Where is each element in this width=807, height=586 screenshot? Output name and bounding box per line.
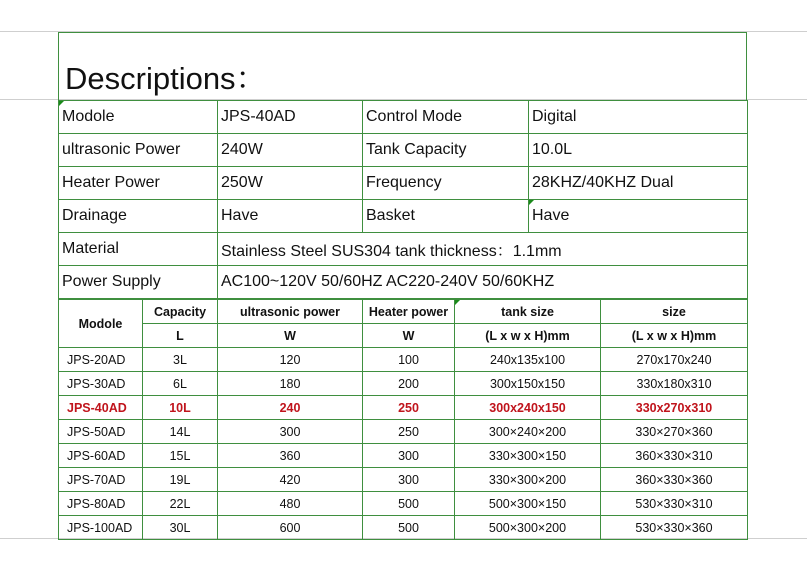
capacity-cell: 3L: [143, 348, 218, 372]
spec-row: [59, 101, 748, 134]
spec-label: Heater Power: [59, 167, 218, 200]
column-header-capacity: Capacity: [143, 300, 218, 324]
spec-value: 250W: [218, 167, 363, 200]
unit-tank-size: (L x w x H)mm: [455, 324, 601, 348]
model-table: [58, 299, 748, 540]
spec-table: [58, 100, 748, 299]
spec-value: 28KHZ/40KHZ Dual: [529, 167, 748, 200]
column-header-tank-size: tank size: [455, 300, 601, 324]
unit-capacity: L: [143, 324, 218, 348]
table-row: [59, 396, 748, 420]
spec-value: 240W: [218, 134, 363, 167]
column-header-size: size: [601, 300, 748, 324]
spec-label: ultrasonic Power: [59, 134, 218, 167]
tank-size-cell: 240x135x100: [455, 348, 601, 372]
size-cell: 330×270×360: [601, 420, 748, 444]
table-row: [59, 372, 748, 396]
heater-power-cell: 250: [363, 396, 455, 420]
heater-power-cell: 500: [363, 516, 455, 540]
size-cell: 330x270x310: [601, 396, 748, 420]
tank-size-cell: 300×240×200: [455, 420, 601, 444]
spec-label: Power Supply: [59, 266, 218, 299]
page-title: Descriptions：: [65, 61, 267, 96]
spec-label: Control Mode: [363, 101, 529, 134]
spec-value: Stainless Steel SUS304 tank thickness：1.1mm: [218, 233, 748, 266]
table-row: [59, 420, 748, 444]
capacity-cell: 15L: [143, 444, 218, 468]
model-cell: JPS-100AD: [59, 516, 143, 540]
unit-ultrasonic: W: [218, 324, 363, 348]
capacity-cell: 6L: [143, 372, 218, 396]
spec-label: Frequency: [363, 167, 529, 200]
spec-row: [59, 167, 748, 200]
model-cell: JPS-60AD: [59, 444, 143, 468]
size-cell: 530×330×310: [601, 492, 748, 516]
tank-size-cell: 330×300×150: [455, 444, 601, 468]
size-cell: 330x180x310: [601, 372, 748, 396]
model-cell: JPS-50AD: [59, 420, 143, 444]
unit-size: (L x w x H)mm: [601, 324, 748, 348]
tank-size-cell: 500×300×200: [455, 516, 601, 540]
column-header-ultrasonic: ultrasonic power: [218, 300, 363, 324]
capacity-cell: 14L: [143, 420, 218, 444]
size-cell: 270x170x240: [601, 348, 748, 372]
spec-label: Modole: [59, 101, 218, 134]
ultrasonic-power-cell: 300: [218, 420, 363, 444]
spec-label: Tank Capacity: [363, 134, 529, 167]
spec-label: Material: [59, 233, 218, 266]
model-cell: JPS-70AD: [59, 468, 143, 492]
model-table-units: [59, 324, 748, 348]
ultrasonic-power-cell: 120: [218, 348, 363, 372]
tank-size-cell: 300x150x150: [455, 372, 601, 396]
model-cell: JPS-40AD: [59, 396, 143, 420]
spec-row-material: [59, 233, 748, 266]
column-header-model: Modole: [59, 300, 143, 348]
model-cell: JPS-30AD: [59, 372, 143, 396]
spec-value: 10.0L: [529, 134, 748, 167]
model-rows: [59, 348, 748, 540]
size-cell: 360×330×360: [601, 468, 748, 492]
spec-value: JPS-40AD: [218, 101, 363, 134]
tank-size-cell: 500×300×150: [455, 492, 601, 516]
heater-power-cell: 300: [363, 444, 455, 468]
spec-label: Basket: [363, 200, 529, 233]
spec-row: [59, 200, 748, 233]
column-header-heater: Heater power: [363, 300, 455, 324]
tank-size-cell: 330×300×200: [455, 468, 601, 492]
ultrasonic-power-cell: 480: [218, 492, 363, 516]
heater-power-cell: 300: [363, 468, 455, 492]
table-row: [59, 516, 748, 540]
spec-label: Drainage: [59, 200, 218, 233]
spec-value: Digital: [529, 101, 748, 134]
ultrasonic-power-cell: 180: [218, 372, 363, 396]
table-row: [59, 348, 748, 372]
ultrasonic-power-cell: 600: [218, 516, 363, 540]
table-row: [59, 492, 748, 516]
spec-value: Have: [529, 200, 748, 233]
unit-heater: W: [363, 324, 455, 348]
cell-marker-icon: [529, 200, 534, 205]
title-cell: [58, 32, 747, 100]
tank-size-cell: 300x240x150: [455, 396, 601, 420]
capacity-cell: 10L: [143, 396, 218, 420]
heater-power-cell: 200: [363, 372, 455, 396]
cell-marker-icon: [59, 101, 64, 106]
size-cell: 360×330×310: [601, 444, 748, 468]
heater-power-cell: 500: [363, 492, 455, 516]
spec-value: AC100~120V 50/60HZ AC220-240V 50/60KHZ: [218, 266, 748, 299]
ultrasonic-power-cell: 240: [218, 396, 363, 420]
ultrasonic-power-cell: 420: [218, 468, 363, 492]
heater-power-cell: 250: [363, 420, 455, 444]
spec-value: Have: [218, 200, 363, 233]
spec-sheet: [58, 32, 747, 540]
spec-row-power-supply: [59, 266, 748, 299]
heater-power-cell: 100: [363, 348, 455, 372]
capacity-cell: 30L: [143, 516, 218, 540]
table-row: [59, 444, 748, 468]
model-table-header: [59, 300, 748, 324]
table-row: [59, 468, 748, 492]
spec-row: [59, 134, 748, 167]
model-cell: JPS-80AD: [59, 492, 143, 516]
capacity-cell: 19L: [143, 468, 218, 492]
size-cell: 530×330×360: [601, 516, 748, 540]
ultrasonic-power-cell: 360: [218, 444, 363, 468]
cell-marker-icon: [455, 300, 460, 305]
model-cell: JPS-20AD: [59, 348, 143, 372]
capacity-cell: 22L: [143, 492, 218, 516]
